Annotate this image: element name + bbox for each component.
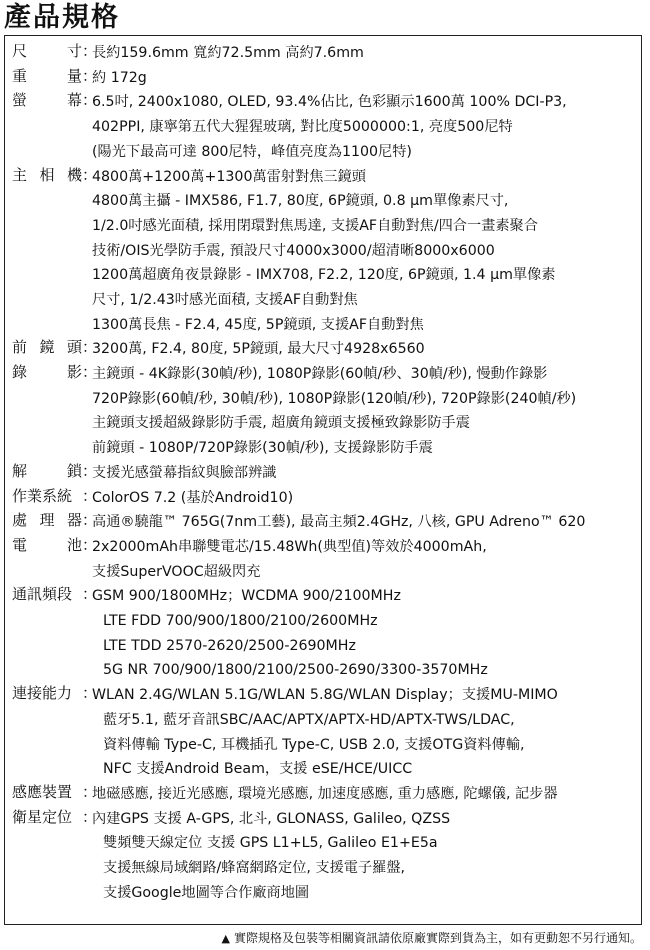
spec-label: [12, 510, 98, 531]
spec-colon: ：: [82, 91, 98, 110]
spec-colon: ：: [82, 585, 98, 604]
spec-colon: ：: [82, 536, 98, 554]
spec-value-line: 尺寸, 1/2.43吋感光面積, 支援AF自動對焦: [92, 291, 358, 308]
disclaimer: [222, 930, 642, 947]
spec-label: [12, 337, 98, 358]
spec-value-line: 支援Google地圖等合作廠商地圖: [103, 884, 310, 901]
spec-label-text: 重 量: [12, 66, 82, 85]
spec-colon: ：: [82, 42, 98, 60]
spec-colon: ：: [82, 684, 98, 703]
spec-colon: ：: [82, 165, 98, 184]
spec-label-text: 尺 寸: [12, 42, 82, 60]
spec-values: [92, 535, 639, 584]
spec-label-text: 錄 影: [12, 363, 82, 382]
spec-values: [92, 782, 639, 807]
spec-value-line: 地磁感應, 接近光感應, 環境光感應, 加速度感應, 重力感應, 陀螺儀, 記步器: [92, 786, 558, 802]
spec-value-line: (陽光下最高可達 800尼特，峰值亮度為1100尼特): [92, 143, 412, 160]
spec-colon: ：: [82, 511, 98, 530]
spec-values: [92, 165, 639, 338]
spec-value-line: ColorOS 7.2 (基於Android10): [92, 489, 294, 506]
spec-values: [92, 41, 639, 66]
disclaimer-text: 實際規格及包裝等相關資訊請依原廠實際到貨為主，如有更動恕不另行通知。: [233, 931, 642, 945]
spec-value-line: 4800萬+1200萬+1300萬雷射對焦三鏡頭: [92, 168, 366, 185]
spec-table: [4, 35, 642, 925]
spec-label: [12, 584, 98, 605]
spec-label: [12, 782, 98, 803]
spec-values: [92, 461, 639, 486]
spec-label-text: 電 池: [12, 536, 82, 554]
spec-label: [12, 486, 98, 507]
spec-value-line: 內建GPS 支援 A-GPS, 北斗, GLONASS, Galileo, QZSS: [92, 810, 451, 827]
page-title: 產品規格: [4, 2, 120, 33]
spec-label-text: 衛 星 定 位: [12, 807, 73, 826]
spec-value-line: 1200萬超廣角夜景錄影 - IMX708, F2.2, 120度, 6P鏡頭, 1.4 μm單像素: [92, 267, 556, 284]
spec-label-text: 作 業 系 統: [12, 486, 73, 505]
spec-label: [12, 41, 98, 62]
spec-value-line: 約 172g: [92, 69, 147, 86]
spec-label-text: 前 鏡 頭: [12, 338, 82, 357]
spec-colon: ：: [82, 66, 98, 85]
spec-label: [12, 90, 98, 111]
spec-value-line: 前鏡頭 - 1080P/720P錄影(30幀/秒), 支援錄影防手震: [92, 440, 433, 457]
spec-value-line: 支援光感螢幕指紋與臉部辨識: [92, 464, 277, 481]
spec-value-line: 1/2.0吋感光面積, 採用閉環對焦馬達, 支援AF自動對焦/四合一畫素聚合: [92, 217, 538, 234]
triangle-icon: ▲: [221, 932, 230, 945]
spec-label-text: 主 相 機: [12, 165, 82, 184]
spec-values: [92, 807, 639, 906]
spec-label-text: 螢 幕: [12, 91, 82, 110]
spec-colon: ：: [82, 486, 98, 505]
spec-value-line: 長約159.6mm 寬約72.5mm 高約7.6mm: [92, 45, 364, 61]
spec-values: [92, 683, 639, 782]
spec-value-line: NFC 支援Android Beam，支援 eSE/HCE/UICC: [103, 761, 413, 778]
spec-label: [12, 362, 98, 383]
spec-label: [12, 807, 98, 828]
spec-values: [92, 510, 639, 535]
spec-label-text: 解 鎖: [12, 461, 82, 480]
spec-values: [92, 337, 639, 362]
spec-label: [12, 683, 98, 704]
spec-colon: ：: [82, 461, 98, 480]
spec-value-line: 高通®驍龍™ 765G(7nm工藝), 最高主頻2.4GHz, 八核, GPU Adreno™ 620: [92, 514, 586, 531]
spec-value-line: 3200萬, F2.4, 80度, 5P鏡頭, 最大尺寸4928x6560: [92, 341, 425, 358]
spec-value-line: 主鏡頭支援超級錄影防手震, 超廣角鏡頭支援極致錄影防手震: [92, 415, 470, 432]
spec-value-line: 5G NR 700/900/1800/2100/2500-2690/3300-3570MHz: [103, 662, 488, 679]
spec-label: [12, 165, 98, 186]
spec-colon: ：: [82, 363, 98, 382]
spec-colon: ：: [82, 338, 98, 357]
spec-label: [12, 535, 98, 556]
spec-value-line: 資料傳輸 Type-C, 耳機插孔 Type-C, USB 2.0, 支援OTG資料傳輸,: [103, 736, 525, 753]
spec-value-line: 支援無線局域網路/蜂窩網路定位, 支援電子羅盤,: [103, 860, 406, 877]
spec-value-line: 720P錄影(60幀/秒, 30幀/秒), 1080P錄影(120幀/秒), 720P錄影(240幀/秒): [92, 390, 577, 407]
spec-value-line: 主鏡頭 - 4K錄影(30幀/秒), 1080P錄影(60幀/秒、30幀/秒), 慢動作錄影: [92, 366, 548, 383]
spec-value-line: 2x2000mAh串聯雙電芯/15.48Wh(典型值)等效於4000mAh,: [92, 539, 487, 555]
spec-label-text: 處 理 器: [12, 511, 82, 530]
spec-value-line: 6.5吋, 2400x1080, OLED, 93.4%佔比, 色彩顯示1600萬 100% DCI-P3,: [92, 94, 567, 111]
spec-value-line: LTE FDD 700/900/1800/2100/2600MHz: [103, 613, 378, 630]
spec-label: [12, 66, 98, 87]
spec-value-line: 1300萬長焦 - F2.4, 45度, 5P鏡頭, 支援AF自動對焦: [92, 316, 424, 333]
spec-values: [92, 90, 639, 164]
spec-values: [92, 486, 639, 511]
spec-value-line: 支援SuperVOOC超級閃充: [92, 563, 261, 580]
spec-label-text: 連 接 能 力: [12, 684, 73, 703]
spec-value-line: 402PPI, 康寧第五代大猩猩玻璃, 對比度5000000:1, 亮度500尼特: [92, 119, 513, 136]
spec-value-line: 雙頻雙天線定位 支援 GPS L1+L5, Galileo E1+E5a: [103, 835, 438, 852]
spec-colon: ：: [82, 783, 98, 801]
spec-colon: ：: [82, 807, 98, 826]
spec-label-text: 感 應 裝 置: [12, 783, 73, 801]
spec-value-line: GSM 900/1800MHz；WCDMA 900/2100MHz: [92, 588, 401, 605]
spec-value-line: LTE TDD 2570-2620/2500-2690MHz: [103, 637, 356, 654]
spec-value-line: 藍牙5.1, 藍牙音訊SBC/AAC/APTX/APTX-HD/APTX-TWS/LDAC,: [103, 711, 515, 728]
spec-label-text: 通 訊 頻 段: [12, 585, 73, 604]
spec-value-line: 技術/OIS光學防手震, 預設尺寸4000x3000/超清晰8000x6000: [92, 242, 495, 259]
spec-label: [12, 461, 98, 482]
spec-value-line: WLAN 2.4G/WLAN 5.1G/WLAN 5.8G/WLAN Display；支援MU-MIMO: [92, 687, 558, 704]
spec-values: [92, 66, 639, 91]
spec-value-line: 4800萬主攝 - IMX586, F1.7, 80度, 6P鏡頭, 0.8 μm單像素尺寸,: [92, 193, 509, 210]
spec-values: [92, 584, 639, 683]
spec-values: [92, 362, 639, 461]
